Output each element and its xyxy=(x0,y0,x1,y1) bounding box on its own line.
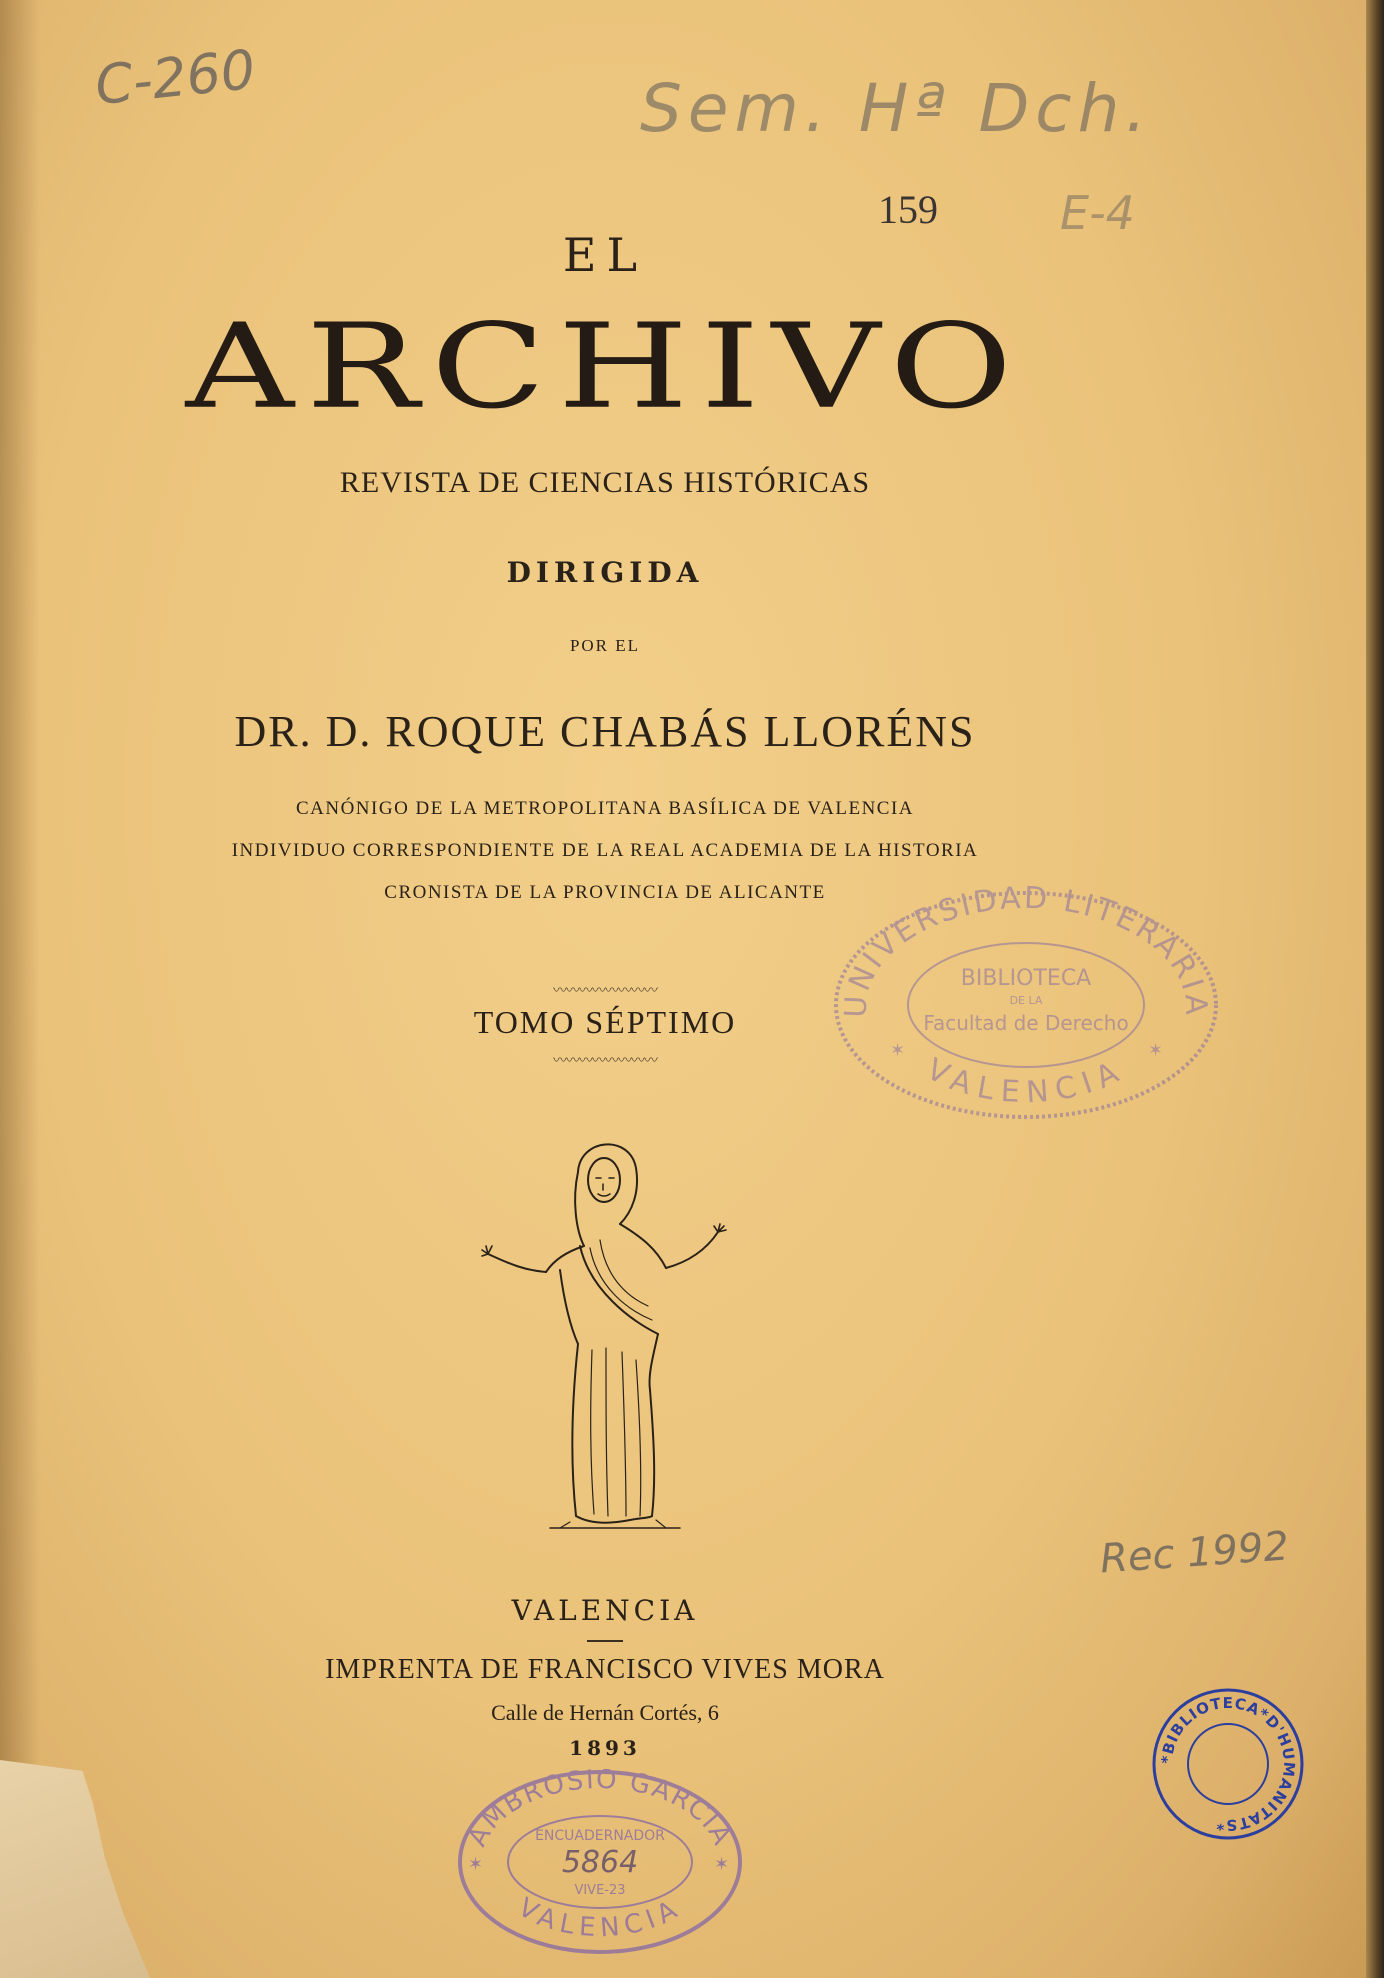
printer-address: Calle de Hernán Cortés, 6 xyxy=(491,1700,719,1725)
publication-year: 1893 xyxy=(569,1736,641,1760)
credential-line: INDIVIDUO CORRESPONDIENTE DE LA REAL ACADEMIA DE LA HISTORIA xyxy=(231,840,979,861)
book-edge xyxy=(1366,0,1384,1978)
stamp-line: Facultad de Derecho xyxy=(923,1011,1129,1035)
page-title: ARCHIVO xyxy=(185,299,1025,435)
subtitle: REVISTA DE CIENCIAS HISTÓRICAS xyxy=(339,466,871,499)
title-article: EL xyxy=(562,228,648,282)
credential-line: CRONISTA DE LA PROVINCIA DE ALICANTE xyxy=(384,882,826,903)
directed-label: DIRIGIDA xyxy=(506,556,704,589)
stamp-ring-bottom: VALENCIA xyxy=(920,1051,1132,1111)
university-library-stamp xyxy=(826,880,1226,1130)
engraving-figure xyxy=(480,1120,730,1540)
binder-stamp xyxy=(452,1762,748,1962)
library-stamp-ring: *BIBLIOTECA*D'HUMANITATS* xyxy=(1157,1693,1299,1835)
svg-text:✶: ✶ xyxy=(714,1854,730,1875)
binder-ring-bottom: VALENCIA xyxy=(512,1892,688,1944)
handwritten-shelf-note: Sem. Hª Dch. xyxy=(640,70,1153,147)
stamp-line: DE LA xyxy=(1009,994,1043,1007)
binder-line: ENCUADERNADOR xyxy=(535,1828,665,1844)
torn-corner xyxy=(0,1760,150,1978)
binder-number: 5864 xyxy=(561,1845,639,1880)
by-label: POR EL xyxy=(569,636,641,655)
svg-text:✶: ✶ xyxy=(1148,1040,1164,1061)
svg-text:✶: ✶ xyxy=(468,1854,484,1875)
handwritten-shelf-mark: E-4 xyxy=(1060,186,1135,240)
printer-name: IMPRENTA DE FRANCISCO VIVES MORA xyxy=(325,1654,885,1685)
volume-label: TOMO SÉPTIMO xyxy=(473,1004,737,1040)
binder-line: VIVE-23 xyxy=(574,1883,626,1898)
imprint-city: VALENCIA xyxy=(511,1594,699,1627)
binder-ring-top: AMBROSIO GARCIA xyxy=(462,1764,738,1852)
svg-text:*BIBLIOTECA*D'HUMANITATS* xyxy=(1158,1694,1299,1834)
handwritten-call-number: C-260 xyxy=(92,37,259,118)
handwritten-received-note: Rec 1992 xyxy=(1098,1523,1291,1583)
imprint-dash xyxy=(587,1640,623,1642)
stamp-line: BIBLIOTECA xyxy=(960,966,1092,991)
credential-line: CANÓNIGO DE LA METROPOLITANA BASÍLICA DE VALENCIA xyxy=(295,798,915,819)
ornament-rule-bottom: 〰〰〰〰〰〰〰〰 xyxy=(553,1053,657,1069)
catalog-number: 159 xyxy=(878,187,938,232)
svg-text:✶: ✶ xyxy=(890,1040,906,1061)
stamp-ring-top: UNIVERSIDAD LITERARIA xyxy=(838,880,1214,1019)
editor-name: DR. D. ROQUE CHABÁS LLORÉNS xyxy=(234,707,976,756)
ornament-rule-top: 〰〰〰〰〰〰〰〰 xyxy=(553,983,657,999)
library-stamp xyxy=(1148,1684,1308,1844)
svg-text:VALENCIA xyxy=(513,1893,687,1944)
svg-text:VALENCIA xyxy=(921,1052,1132,1111)
